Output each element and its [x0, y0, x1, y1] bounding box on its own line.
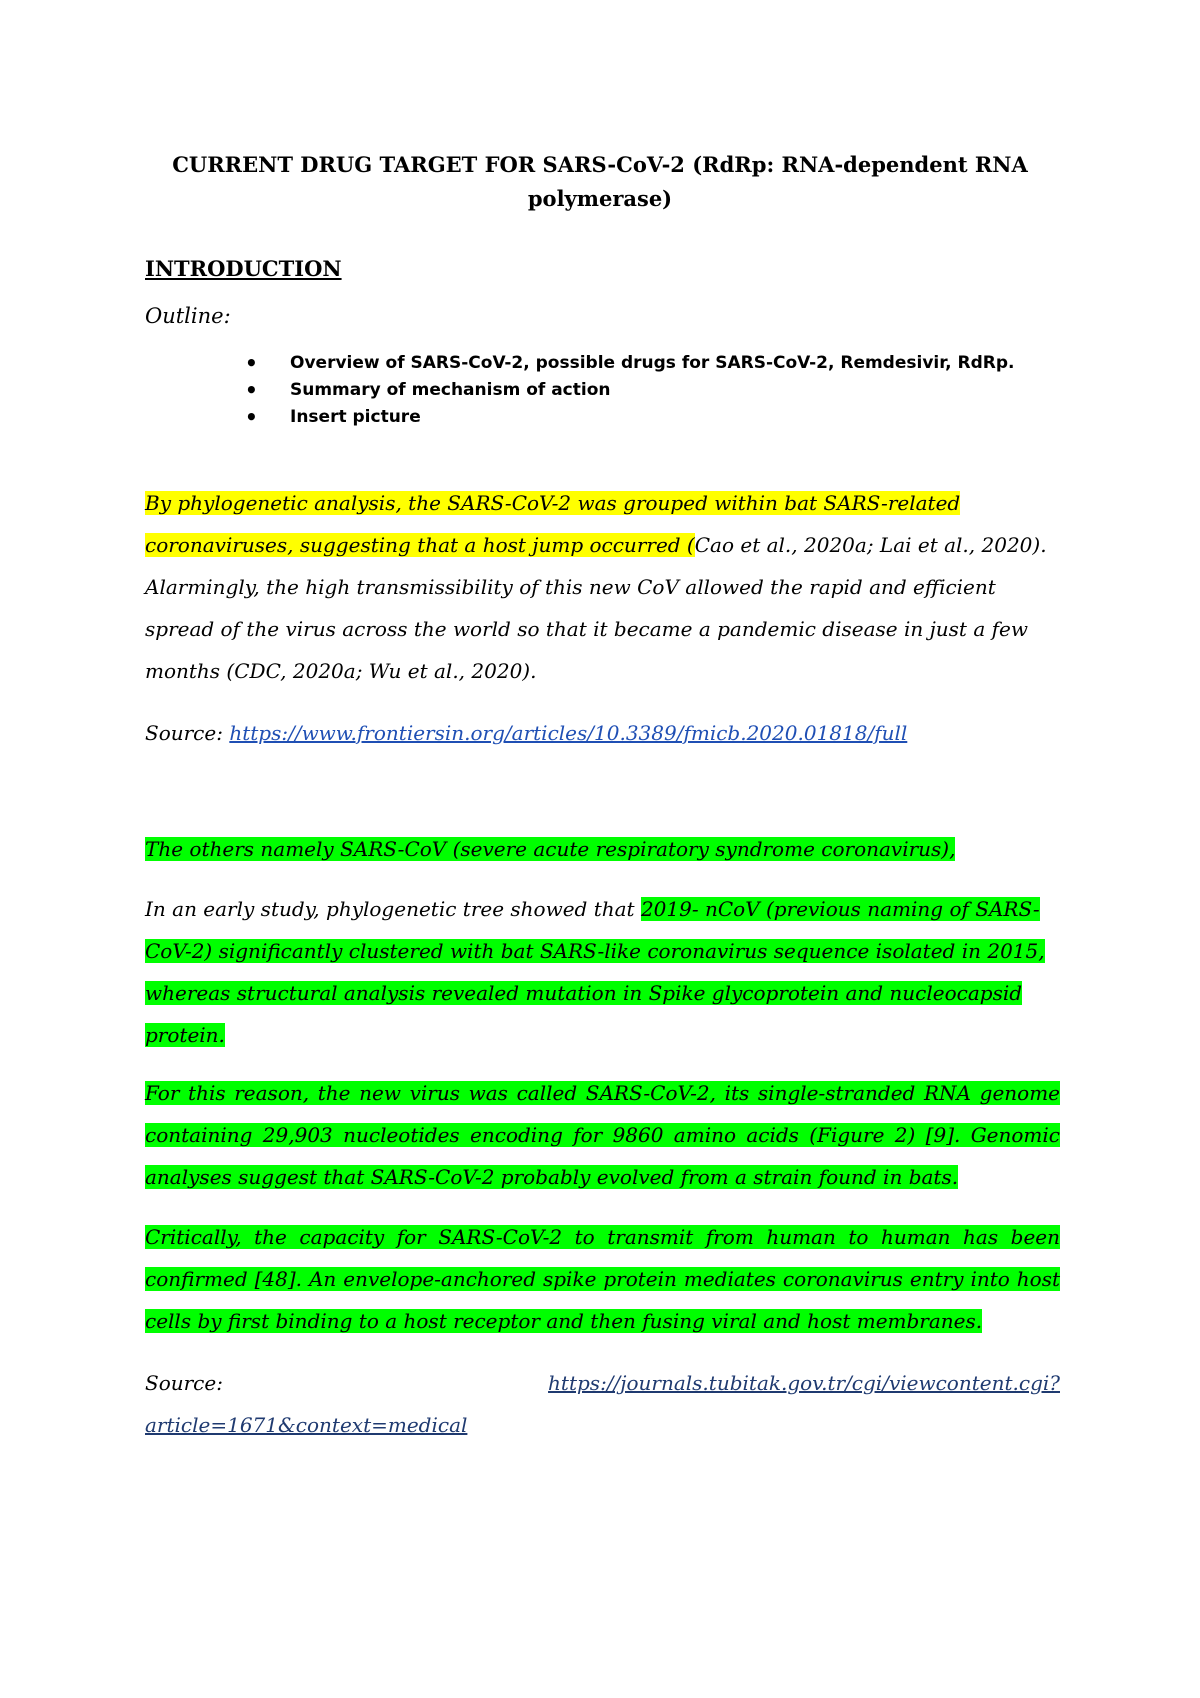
- outline-label: Outline:: [145, 304, 231, 328]
- paragraph-naming: [145, 1072, 1060, 1198]
- list-item: • Summary of mechanism of action: [245, 377, 1014, 404]
- source-label: Source:: [145, 721, 223, 745]
- highlighted-text: By phylogenetic analysis, the SARS-CoV-2 was grouped within bat SARS-related coronaviruses, suggesting that a host jump occurred (: [145, 491, 961, 557]
- list-item: • Overview of SARS-CoV-2, possible drugs for SARS-CoV-2, Remdesivir, RdRp.: [245, 350, 1014, 377]
- source-line-1: [145, 712, 1060, 754]
- list-item: • Insert picture: [245, 404, 1014, 431]
- source-line-2-cont: [145, 1404, 1060, 1446]
- paragraph-text: In an early study, phylogenetic tree showed that: [145, 897, 641, 921]
- source-line-2: [145, 1362, 1060, 1404]
- document-title: CURRENT DRUG TARGET FOR SARS-CoV-2 (RdRp: RNA-dependent RNA polymerase): [172, 152, 1028, 211]
- source-link-part1-wrap: [548, 1362, 1060, 1404]
- source-link[interactable]: https://journals.tubitak.gov.tr/cgi/viewcontent.cgi?: [548, 1371, 1060, 1395]
- paragraph-others: [145, 828, 1060, 870]
- source-label: Source:: [145, 1371, 223, 1395]
- highlighted-text: Critically, the capacity for SARS-CoV-2 to transmit from human to human has been confirmed [48]. An envelope-anchored spike protein mediates coronavirus entry into host cells by first binding to a host receptor and then fusing viral and host membranes.: [145, 1225, 1060, 1333]
- outline-list: [245, 350, 1014, 431]
- highlighted-text: 2019- nCoV (previous naming of SARS-CoV-2) significantly clustered with bat SARS-like coronavirus sequence isolated in 2015, whereas structural analysis revealed mutation in Spike glycoprotein and nucleocapsid protein.: [145, 897, 1045, 1047]
- paragraph-transmission: [145, 1216, 1060, 1342]
- paragraph-text: Cao et al., 2020a; Lai et al., 2020). Alarmingly, the high transmissibility of this new CoV allowed the rapid and efficient spread of the virus across the world so that it became a pandemic disease in just a few months (CDC, 2020a; Wu et al., 2020).: [145, 533, 1047, 683]
- paragraph-early-study: [145, 888, 1060, 1056]
- highlighted-text: For this reason, the new virus was called SARS-CoV-2, its single-stranded RNA genome containing 29,903 nucleotides encoding for 9860 amino acids (Figure 2) [9]. Genomic analyses suggest that SARS-CoV-2 probably evolved from a strain found in bats.: [145, 1081, 1060, 1189]
- introduction-heading: INTRODUCTION: [145, 256, 342, 281]
- source-link[interactable]: https://www.frontiersin.org/articles/10.3389/fmicb.2020.01818/full: [229, 721, 908, 745]
- paragraph-phylogenetic: [145, 482, 1060, 692]
- source-link-continued[interactable]: article=1671&context=medical: [145, 1413, 468, 1437]
- highlighted-text: The others namely SARS-CoV (severe acute respiratory syndrome coronavirus),: [145, 837, 956, 861]
